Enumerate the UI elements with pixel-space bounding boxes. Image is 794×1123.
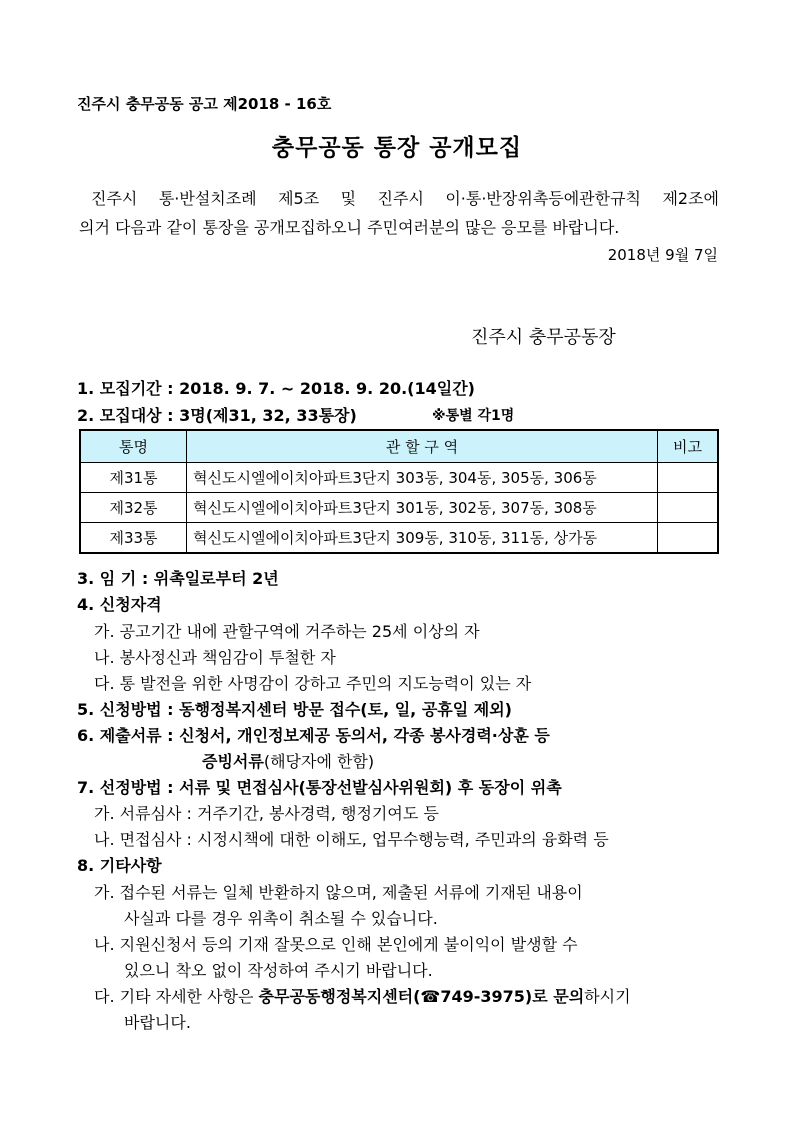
- table-cell-tong: 제33통: [80, 523, 187, 554]
- documents-evidence-note: (해당자에 한함): [263, 752, 375, 771]
- table-header-row: [80, 430, 718, 463]
- table-header-note: 비고: [658, 430, 719, 463]
- table-cell-note: [658, 493, 719, 523]
- intro-line-1: 진주시 통·반설치조례 제5조 및 진주시 이·통·반장위촉등에관한규칙 제2조에: [91, 189, 719, 208]
- other-item-2-line-1: 나. 지원신청서 등의 기재 잘못으로 인해 본인에게 불이익이 발생할 수: [94, 935, 578, 954]
- intro-paragraph: [79, 184, 719, 242]
- intro-line-2: 의거 다음과 같이 통장을 공개모집하오니 주민여러분의 많은 응모를 바랍니다.: [79, 218, 620, 237]
- table-cell-tong: 제32통: [80, 493, 187, 523]
- table-cell-area: 혁신도시엘에이치아파트3단지 309동, 310동, 311동, 상가동: [187, 523, 658, 554]
- documents-evidence: 증빙서류: [202, 752, 264, 771]
- other-item-2-line-2: 있으니 착오 없이 작성하여 주시기 바랍니다.: [124, 961, 433, 980]
- table-cell-area: 혁신도시엘에이치아파트3단지 301동, 302동, 307동, 308동: [187, 493, 658, 523]
- section-other: 8. 기타사항: [77, 856, 162, 875]
- qualification-item-1: 가. 공고기간 내에 관할구역에 거주하는 25세 이상의 자: [94, 622, 480, 641]
- table-cell-tong: 제31통: [80, 463, 187, 493]
- other-item-3-line-1: [94, 984, 631, 1007]
- qualification-item-3: 다. 통 발전을 위한 사명감이 강하고 주민의 지도능력이 있는 자: [94, 674, 532, 693]
- notice-number: 진주시 충무공동 공고 제2018 - 16호: [77, 95, 332, 113]
- target-note: ※통별 각1명: [432, 408, 515, 424]
- section-qualification: 4. 신청자격: [77, 595, 162, 614]
- qualification-item-2: 나. 봉사정신과 책임감이 투철한 자: [94, 648, 336, 667]
- contact-info: 충무공동행정복지센터(☎749-3975)로 문의: [258, 987, 585, 1006]
- other-item-3-prefix: 다. 기타 자세한 사항은: [94, 987, 259, 1006]
- table-cell-note: [658, 463, 719, 493]
- table-cell-area: 혁신도시엘에이치아파트3단지 303동, 304동, 305동, 306동: [187, 463, 658, 493]
- table-header-area: 관 할 구 역: [187, 430, 658, 463]
- section-documents: 6. 제출서류 : 신청서, 개인정보제공 동의서, 각종 봉사경력·상훈 등: [77, 726, 550, 745]
- other-item-3-suffix: 하시기: [584, 987, 631, 1006]
- section-term: 3. 임 기 : 위촉일로부터 2년: [77, 569, 279, 588]
- selection-item-1: 가. 서류심사 : 거주기간, 봉사경력, 행정기여도 등: [94, 804, 439, 823]
- issuer: 진주시 충무공동장: [471, 327, 616, 348]
- page-title: 충무공동 통장 공개모집: [271, 135, 523, 161]
- table-cell-note: [658, 523, 719, 554]
- table-header-tong: 통명: [80, 430, 187, 463]
- notice-date: 2018년 9월 7일: [607, 246, 718, 264]
- other-item-1-line-1: 가. 접수된 서류는 일체 반환하지 않으며, 제출된 서류에 기재된 내용이: [94, 883, 583, 902]
- selection-item-2: 나. 면접심사 : 시정시책에 대한 이해도, 업무수행능력, 주민과의 융화력 등: [94, 830, 609, 849]
- table-row: [80, 493, 718, 523]
- section-target: 2. 모집대상 : 3명(제31, 32, 33통장): [77, 406, 357, 425]
- jurisdiction-table: [79, 429, 719, 554]
- table-row: [80, 523, 718, 554]
- section-method: 5. 신청방법 : 동행정복지센터 방문 접수(토, 일, 공휴일 제외): [77, 700, 512, 719]
- other-item-1-line-2: 사실과 다를 경우 위촉이 취소될 수 있습니다.: [124, 909, 438, 928]
- section-period: 1. 모집기간 : 2018. 9. 7. ~ 2018. 9. 20.(14일간): [77, 379, 475, 398]
- other-item-3-line-2: 바랍니다.: [124, 1013, 191, 1032]
- section-selection: 7. 선정방법 : 서류 및 면접심사(통장선발심사위원회) 후 동장이 위촉: [77, 778, 562, 797]
- table-row: [80, 463, 718, 493]
- documents-continued: [202, 749, 374, 772]
